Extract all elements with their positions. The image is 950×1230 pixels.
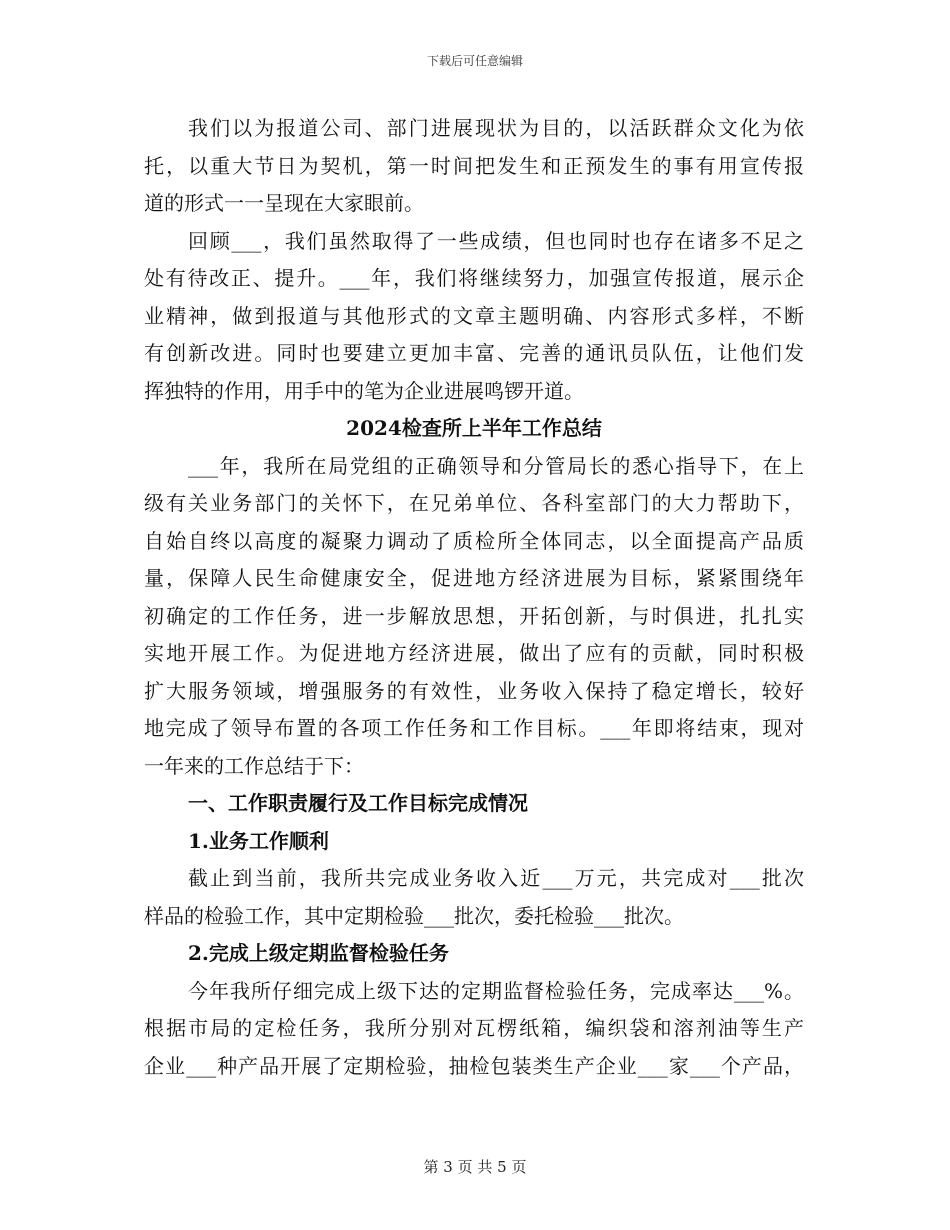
document-body: [144, 110, 804, 1085]
paragraph-line: 一年来的工作总结于下：: [144, 753, 364, 778]
paragraph-line: 处有待改正、提升。___年，我们将继续努力，加强宣传报道，展示企: [144, 266, 804, 290]
paragraph-line: 企业___种产品开展了定期检验，抽检包装类生产企业___家___个产品，: [144, 1053, 804, 1078]
paragraph-line: 托，以重大节日为契机，第一时间把发生和正预发生的事有用宣传报: [144, 153, 804, 178]
subsection-heading: 1.业务工作顺利: [188, 828, 329, 853]
paragraph-line: 根据市局的定检任务，我所分别对瓦楞纸箱，编织袋和溶剂油等生产: [144, 1016, 804, 1040]
paragraph-line: 样品的检验工作，其中定期检验___批次，委托检验___批次。: [144, 903, 684, 928]
paragraph-line: 自始自终以高度的凝聚力调动了质检所全体同志，以全面提高产品质: [144, 528, 804, 553]
section-heading: 一、工作职责履行及工作目标完成情况: [188, 791, 528, 815]
paragraph-line: 截止到当前，我所共完成业务收入近___万元，共完成对___批次: [188, 866, 804, 890]
paragraph-line: 初确定的工作任务，进一步解放思想，开拓创新，与时俱进，扎扎实: [144, 603, 804, 628]
paragraph-line: 今年我所仔细完成上级下达的定期监督检验任务，完成率达___%。: [188, 978, 804, 1003]
paragraph-line: 我们以为报道公司、部门进展现状为目的，以活跃群众文化为依: [188, 116, 804, 140]
paragraph-line: ___年，我所在局党组的正确领导和分管局长的悉心指导下，在上: [188, 453, 804, 478]
paragraph-line: 有创新改进。同时也要建立更加丰富、完善的通讯员队伍，让他们发: [144, 341, 804, 365]
paragraph-line: 道的形式一一呈现在大家眼前。: [144, 191, 424, 215]
subsection-heading: 2.完成上级定期监督检验任务: [188, 941, 449, 965]
paragraph-line: 级有关业务部门的关怀下，在兄弟单位、各科室部门的大力帮助下，: [144, 491, 804, 515]
paragraph-line: 地完成了领导布置的各项工作任务和工作目标。___年即将结束，现对: [144, 716, 804, 740]
paragraph-line: 量，保障人民生命健康安全，促进地方经济进展为目标，紧紧围绕年: [144, 566, 804, 590]
paragraph-line: 业精神，做到报道与其他形式的文章主题明确、内容形式多样，不断: [144, 303, 804, 328]
page-header: 下载后可任意编辑: [426, 54, 523, 68]
section-title: 2024检查所上半年工作总结: [346, 416, 602, 440]
page-footer: 第 3 页 共 5 页: [423, 1158, 527, 1176]
paragraph-line: 扩大服务领域，增强服务的有效性，业务收入保持了稳定增长，较好: [144, 678, 804, 703]
paragraph-line: 实地开展工作。为促进地方经济进展，做出了应有的贡献，同时积极: [144, 641, 804, 665]
paragraph-line: 回顾___，我们虽然取得了一些成绩，但也同时也存在诸多不足之: [188, 228, 804, 253]
paragraph-line: 挥独特的作用，用手中的笔为企业进展鸣锣开道。: [144, 378, 584, 403]
